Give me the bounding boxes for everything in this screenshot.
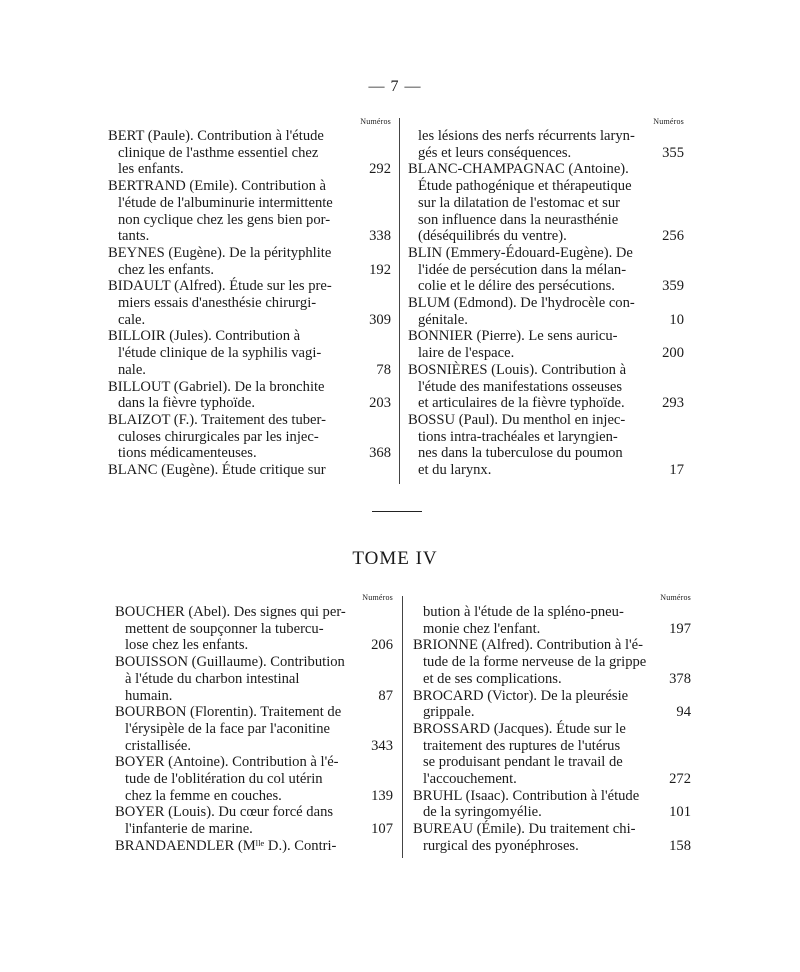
tome-title: TOME IV	[352, 548, 438, 569]
entry-text: Étude pathogénique et thérapeutique	[418, 178, 632, 195]
entry-text: (déséquilibrés du ventre).	[418, 228, 567, 245]
entry-last-line	[108, 312, 391, 329]
entry-last-line	[408, 395, 684, 412]
section1-right-column	[408, 116, 684, 479]
entry-text: BROSSARD (Jacques). Étude sur le	[413, 720, 626, 737]
entry-number: 192	[369, 261, 391, 278]
entry-number: 10	[669, 311, 684, 328]
entry-text: l'infanterie de marine.	[125, 821, 253, 838]
entry-last-line	[115, 688, 393, 705]
page-number: — 7 —	[368, 78, 422, 95]
entry-text: l'accouchement.	[423, 771, 517, 788]
entry-last-line	[115, 738, 393, 755]
entry-number: 94	[676, 704, 691, 721]
entry-number: 17	[669, 462, 684, 479]
entry-list	[115, 604, 393, 855]
bibliography-entry	[108, 379, 391, 412]
bibliography-entry	[408, 245, 684, 295]
bibliography-entry	[413, 821, 691, 854]
entry-continuation	[408, 128, 684, 161]
entry-text: son influence dans la neurasthénie	[418, 211, 619, 228]
entry-text: BUREAU (Émile). Du traitement chi-	[413, 821, 636, 838]
entry-text: les lésions des nerfs récurrents laryn-	[418, 128, 635, 144]
bibliography-entry	[108, 245, 391, 278]
entry-text: nale.	[118, 361, 146, 378]
entry-last-line	[413, 621, 691, 638]
entry-text: tude de la forme nerveuse de la grippe	[423, 654, 647, 671]
entry-text: BLIN (Emmery-Édouard-Eugène). De	[408, 244, 633, 261]
entry-text: BOYER (Louis). Du cœur forcé dans	[115, 804, 334, 821]
entry-number: 359	[662, 278, 684, 295]
entry-text: grippale.	[423, 704, 475, 721]
entry-text: l'étude clinique de la syphilis vagi-	[118, 345, 322, 362]
entry-text: dans la fièvre typhoïde.	[118, 395, 255, 412]
entry-number: 309	[369, 311, 391, 328]
entry-text: l'étude de l'albuminurie intermittente	[118, 194, 333, 211]
entry-text: BRANDAENDLER (Mˡˡᵉ D.). Contri-	[115, 837, 337, 854]
bibliography-entry	[413, 788, 691, 821]
entry-text: rurgical des pyonéphroses.	[423, 837, 579, 854]
entry-number: 368	[369, 445, 391, 462]
entry-number: 87	[378, 687, 393, 704]
entry-text: BILLOIR (Jules). Contribution à	[108, 328, 301, 345]
entry-text: chez la femme en couches.	[125, 787, 282, 804]
entry-last-line	[115, 788, 393, 805]
bibliography-entry	[408, 161, 684, 245]
bibliography-entry	[108, 128, 391, 178]
entry-list	[108, 128, 391, 479]
entry-last-line	[408, 145, 684, 162]
entry-text: chez les enfants.	[118, 261, 215, 278]
entry-last-line	[413, 804, 691, 821]
entry-number: 338	[369, 228, 391, 245]
numeros-header: Numéros	[660, 593, 691, 602]
entry-text: BOYER (Antoine). Contribution à l'é-	[115, 754, 339, 771]
entry-number: 206	[371, 637, 393, 654]
entry-text: BOUISSON (Guillaume). Contribution	[115, 654, 345, 671]
entry-text: BLANC (Eugène). Étude critique sur	[108, 462, 326, 479]
entry-number: 158	[669, 837, 691, 854]
entry-text: clinique de l'asthme essentiel chez	[118, 144, 319, 161]
entry-text: BERTRAND (Emile). Contribution à	[108, 178, 327, 195]
entry-text: BLUM (Edmond). De l'hydrocèle con-	[408, 295, 635, 312]
entry-continuation	[413, 604, 691, 637]
bibliography-entry	[115, 604, 393, 654]
entry-text: et articulaires de la fièvre typhoïde.	[418, 395, 625, 412]
entry-text: BIDAULT (Alfred). Étude sur les pre-	[108, 278, 332, 295]
entry-last-line	[408, 462, 684, 479]
entry-text: les enfants.	[118, 161, 184, 178]
entry-text: BRUHL (Isaac). Contribution à l'étude	[413, 787, 640, 804]
entry-text: et du larynx.	[418, 462, 492, 479]
entry-number: 78	[376, 361, 391, 378]
section1-left-column	[108, 116, 391, 479]
entry-last-line	[108, 262, 391, 279]
entry-list	[408, 128, 684, 479]
entry-text: se produisant pendant le travail de	[423, 754, 623, 771]
entry-text: BLANC-CHAMPAGNAC (Antoine).	[408, 161, 629, 178]
entry-number: 197	[669, 620, 691, 637]
entry-number: 355	[662, 144, 684, 161]
bibliography-entry	[115, 654, 393, 704]
entry-number: 203	[369, 395, 391, 412]
entry-text: l'étude des manifestations osseuses	[418, 378, 623, 395]
entry-text: BOSNIÈRES (Louis). Contribution à	[408, 361, 627, 378]
entry-text: mettent de soupçonner la tubercu-	[125, 620, 324, 637]
entry-text: non cyclique chez les gens bien por-	[118, 211, 331, 228]
numeros-header: Numéros	[362, 593, 393, 602]
entry-text: BERT (Paule). Contribution à l'étude	[108, 128, 324, 144]
bibliography-entry	[408, 328, 684, 361]
bibliography-entry	[108, 178, 391, 245]
bibliography-entry	[115, 838, 393, 855]
entry-text: BEYNES (Eugène). De la pérityphlite	[108, 244, 332, 261]
entry-number: 256	[662, 228, 684, 245]
entry-last-line	[413, 704, 691, 721]
entry-text: tants.	[118, 228, 150, 245]
entry-last-line	[413, 671, 691, 688]
bibliography-entry	[115, 704, 393, 754]
entry-last-line	[115, 838, 393, 855]
entry-text: lose chez les enfants.	[125, 637, 249, 654]
entry-text: BOSSU (Paul). Du menthol en injec-	[408, 411, 626, 428]
entry-text: tude de l'oblitération du col utérin	[125, 771, 323, 788]
entry-text: génitale.	[418, 311, 468, 328]
bibliography-entry	[108, 328, 391, 378]
entry-text: culoses chirurgicales par les injec-	[118, 428, 319, 445]
entry-last-line	[108, 228, 391, 245]
section2-right-column	[413, 592, 691, 855]
entry-text: BOUCHER (Abel). Des signes qui per-	[115, 604, 346, 620]
bibliography-entry	[413, 688, 691, 721]
section-rule	[372, 511, 422, 512]
entry-number: 101	[669, 804, 691, 821]
entry-number: 343	[371, 737, 393, 754]
numeros-header: Numéros	[653, 117, 684, 126]
entry-last-line	[115, 637, 393, 654]
entry-text: humain.	[125, 687, 173, 704]
column-divider	[399, 118, 400, 484]
entry-text: à l'étude du charbon intestinal	[125, 670, 300, 687]
entry-text: cristallisée.	[125, 737, 192, 754]
entry-text: bution à l'étude de la spléno-pneu-	[423, 604, 624, 620]
entry-number: 292	[369, 161, 391, 178]
entry-text: tions médicamenteuses.	[118, 445, 257, 462]
entry-text: l'érysipèle de la face par l'aconitine	[125, 720, 331, 737]
entry-number: 293	[662, 395, 684, 412]
entry-number: 378	[669, 670, 691, 687]
entry-text: laire de l'espace.	[418, 345, 515, 362]
entry-last-line	[108, 445, 391, 462]
entry-text: l'idée de persécution dans la mélan-	[418, 261, 627, 278]
entry-last-line	[408, 278, 684, 295]
entry-last-line	[408, 228, 684, 245]
column-divider	[402, 596, 403, 858]
entry-text: de la syringomyélie.	[423, 804, 542, 821]
bibliography-entry	[115, 754, 393, 804]
entry-last-line	[408, 312, 684, 329]
bibliography-entry	[413, 637, 691, 687]
bibliography-entry	[408, 295, 684, 328]
entry-text: cale.	[118, 311, 146, 328]
entry-number: 272	[669, 771, 691, 788]
bibliography-entry	[108, 278, 391, 328]
entry-text: BLAIZOT (F.). Traitement des tuber-	[108, 411, 326, 428]
entry-text: BRIONNE (Alfred). Contribution à l'é-	[413, 637, 644, 654]
section2-left-column	[115, 592, 393, 855]
entry-last-line	[108, 395, 391, 412]
entry-last-line	[408, 345, 684, 362]
entry-number: 200	[662, 345, 684, 362]
numeros-header: Numéros	[360, 117, 391, 126]
entry-last-line	[413, 838, 691, 855]
entry-text: traitement des ruptures de l'utérus	[423, 737, 621, 754]
entry-text: tions intra-trachéales et laryngien-	[418, 428, 618, 445]
entry-text: BROCARD (Victor). De la pleurésie	[413, 687, 629, 704]
entry-last-line	[108, 462, 391, 479]
entry-text: BOURBON (Florentin). Traitement de	[115, 704, 342, 721]
entry-text: sur la dilatation de l'estomac et sur	[418, 194, 621, 211]
entry-last-line	[115, 821, 393, 838]
entry-text: miers essais d'anesthésie chirurgi-	[118, 295, 317, 312]
entry-last-line	[413, 771, 691, 788]
entry-list	[413, 604, 691, 855]
entry-text: gés et leurs conséquences.	[418, 144, 572, 161]
entry-text: et de ses complications.	[423, 670, 562, 687]
entry-number: 139	[371, 787, 393, 804]
entry-number: 107	[371, 821, 393, 838]
entry-text: nes dans la tuberculose du poumon	[418, 445, 623, 462]
entry-text: BILLOUT (Gabriel). De la bronchite	[108, 378, 325, 395]
bibliography-entry	[408, 412, 684, 479]
entry-text: BONNIER (Pierre). Le sens auricu-	[408, 328, 618, 345]
bibliography-entry	[413, 721, 691, 788]
bibliography-entry	[115, 804, 393, 837]
bibliography-entry	[108, 412, 391, 462]
entry-last-line	[108, 362, 391, 379]
entry-text: monie chez l'enfant.	[423, 620, 541, 637]
entry-last-line	[108, 161, 391, 178]
entry-text: colie et le délire des persécutions.	[418, 278, 615, 295]
bibliography-entry	[408, 362, 684, 412]
bibliography-entry	[108, 462, 391, 479]
